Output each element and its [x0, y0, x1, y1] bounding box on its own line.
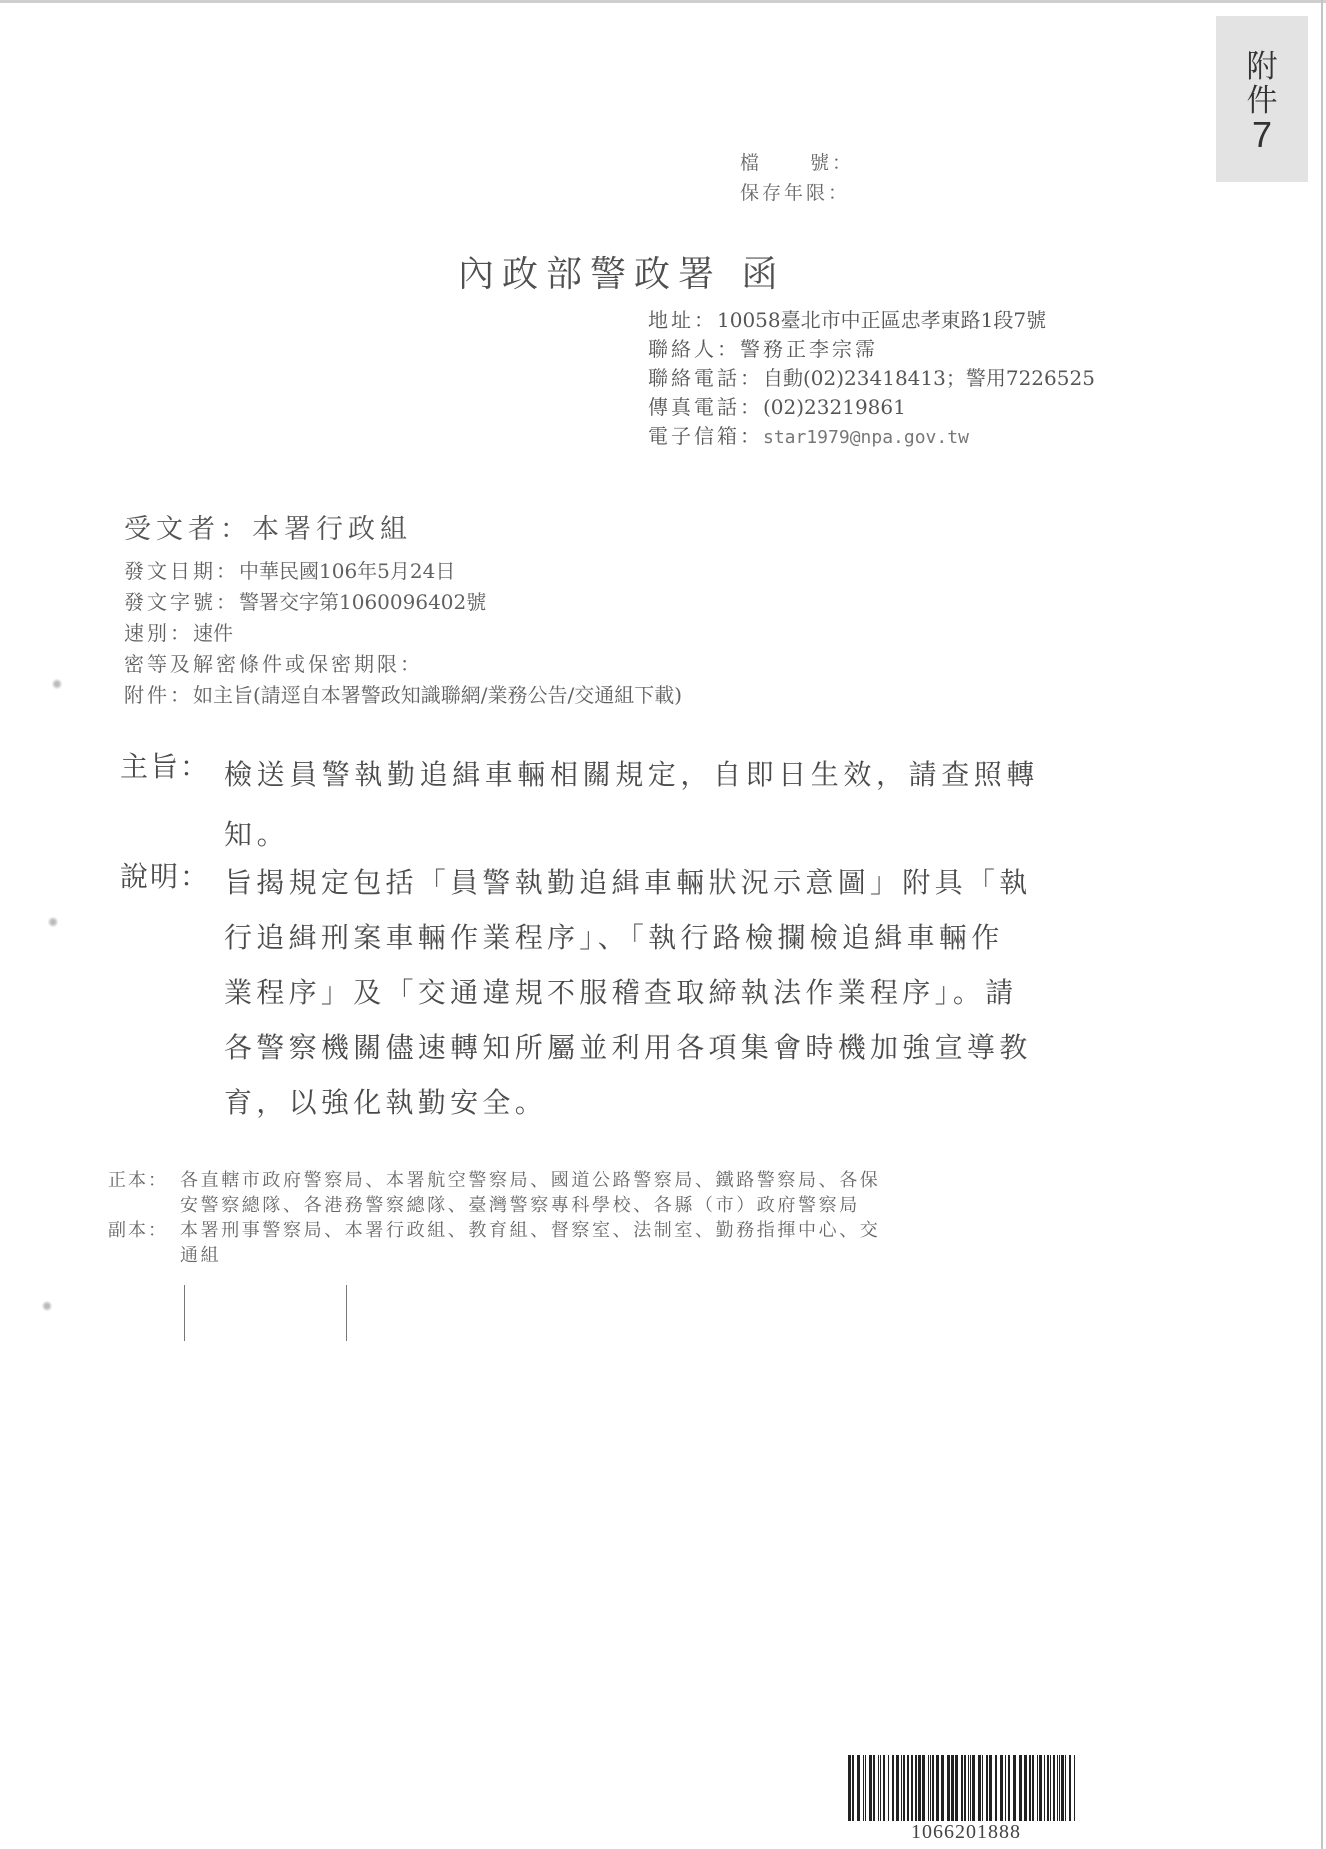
contact-person-row: [648, 335, 1095, 364]
retention-row: [740, 178, 854, 208]
explanation-label: 說明：: [120, 860, 211, 893]
subject-line: 知。: [224, 818, 290, 851]
explanation-line: 育，以強化執勤安全。: [224, 1086, 548, 1119]
secrecy-label: 密等及解密條件或保密期限：: [124, 652, 423, 676]
speed-row: [124, 618, 682, 649]
phone-label: 聯絡電話：: [648, 366, 763, 390]
barcode: [848, 1755, 1084, 1844]
address-value: 10058臺北市中正區忠孝東路1段7號: [717, 308, 1047, 332]
copy-recipients: [108, 1218, 1080, 1268]
issue-date-label: 發文日期：: [124, 559, 239, 583]
explanation-line: 行追緝刑案車輛作業程序」、「執行路檢攔檢追緝車輛作: [224, 921, 1004, 954]
explanation-section: [120, 855, 1124, 1130]
file-number-label-b: 號：: [810, 152, 855, 174]
original-label: 正本：: [108, 1170, 168, 1191]
barcode-number: 1066201888: [911, 1821, 1021, 1843]
document-number-row: [124, 587, 682, 618]
attachment-value: 如主旨(請逕自本署警政知識聯網/業務公告/交通組下載): [193, 683, 683, 707]
page-top-edge: [0, 0, 1326, 3]
recipient-label: 受文者：: [124, 514, 252, 545]
original-line: 各直轄市政府警察局、本署航空警察局、國道公路警察局、鐵路警察局、各保: [180, 1170, 881, 1191]
attachment-label: 附件：: [124, 683, 193, 707]
document-number-value: 警署交字第1060096402號: [239, 590, 487, 614]
email-row: [648, 422, 1095, 452]
contact-person-value: 警務正李宗霈: [740, 337, 878, 361]
binding-hole-mark: [42, 1300, 52, 1312]
page-right-edge: [1321, 0, 1323, 1849]
explanation-line: 業程序」及「交通違規不服稽查取締執法作業程序」。請: [224, 976, 1018, 1009]
file-number-label-a: 檔: [740, 152, 763, 174]
issue-date-row: [124, 556, 682, 587]
fax-value: (02)23219861: [763, 395, 906, 419]
attachment-row: [124, 680, 682, 711]
document-headers: [124, 556, 682, 711]
email-value: star1979@npa.gov.tw: [763, 427, 969, 448]
explanation-line: 旨揭規定包括「員警執勤追緝車輛狀況示意圖」附具「執: [224, 866, 1032, 899]
secrecy-row: [124, 649, 682, 680]
recipient: [124, 507, 412, 546]
binding-hole-mark: [48, 916, 58, 928]
attachment-tab-char-1: 附: [1246, 49, 1278, 85]
document-number-label: 發文字號：: [124, 590, 239, 614]
distribution-section: [108, 1168, 1080, 1268]
speed-label: 速別：: [124, 621, 193, 645]
address-row: [648, 306, 1095, 335]
email-label: 電子信箱：: [648, 424, 763, 448]
copy-label: 副本：: [108, 1220, 168, 1241]
speed-value: 速件: [193, 621, 233, 645]
attachment-tab-number: 7: [1251, 114, 1273, 155]
original-line: 安警察總隊、各港務警察總隊、臺灣警察專科學校、各縣（市）政府警察局: [180, 1195, 860, 1216]
subject-label: 主旨：: [120, 750, 211, 783]
retention-label: 保存年限：: [740, 182, 851, 204]
recipient-value: 本署行政組: [252, 514, 412, 545]
document-title: 內政部警政署 函: [458, 254, 786, 295]
copy-line: 本署刑事警察局、本署行政組、教育組、督察室、法制室、勤務指揮中心、交: [180, 1220, 881, 1241]
attachment-tab-char-2: 件: [1246, 83, 1278, 119]
phone-row: [648, 364, 1095, 393]
subject-section: [120, 745, 1124, 865]
address-label: 地址：: [648, 308, 717, 332]
signature-box-right-line: [346, 1285, 347, 1341]
barcode-bars: [848, 1755, 1084, 1821]
issue-date-value: 中華民國106年5月24日: [239, 559, 456, 583]
copy-line: 通組: [180, 1245, 222, 1266]
binding-hole-mark: [52, 678, 62, 690]
attachment-tab: [1216, 16, 1308, 182]
signature-box-left-line: [184, 1285, 185, 1341]
contact-person-label: 聯絡人：: [648, 337, 740, 361]
explanation-line: 各警察機關儘速轉知所屬並利用各項集會時機加強宣導教: [224, 1031, 1032, 1064]
file-number-row: [740, 148, 854, 178]
file-meta: [740, 148, 854, 208]
subject-line: 檢送員警執勤追緝車輛相關規定，自即日生效，請查照轉: [224, 758, 1040, 791]
fax-label: 傳真電話：: [648, 395, 763, 419]
contact-block: [648, 306, 1095, 452]
phone-value: 自動(02)23418413；警用7226525: [763, 366, 1095, 390]
fax-row: [648, 393, 1095, 422]
original-recipients: [108, 1168, 1080, 1218]
